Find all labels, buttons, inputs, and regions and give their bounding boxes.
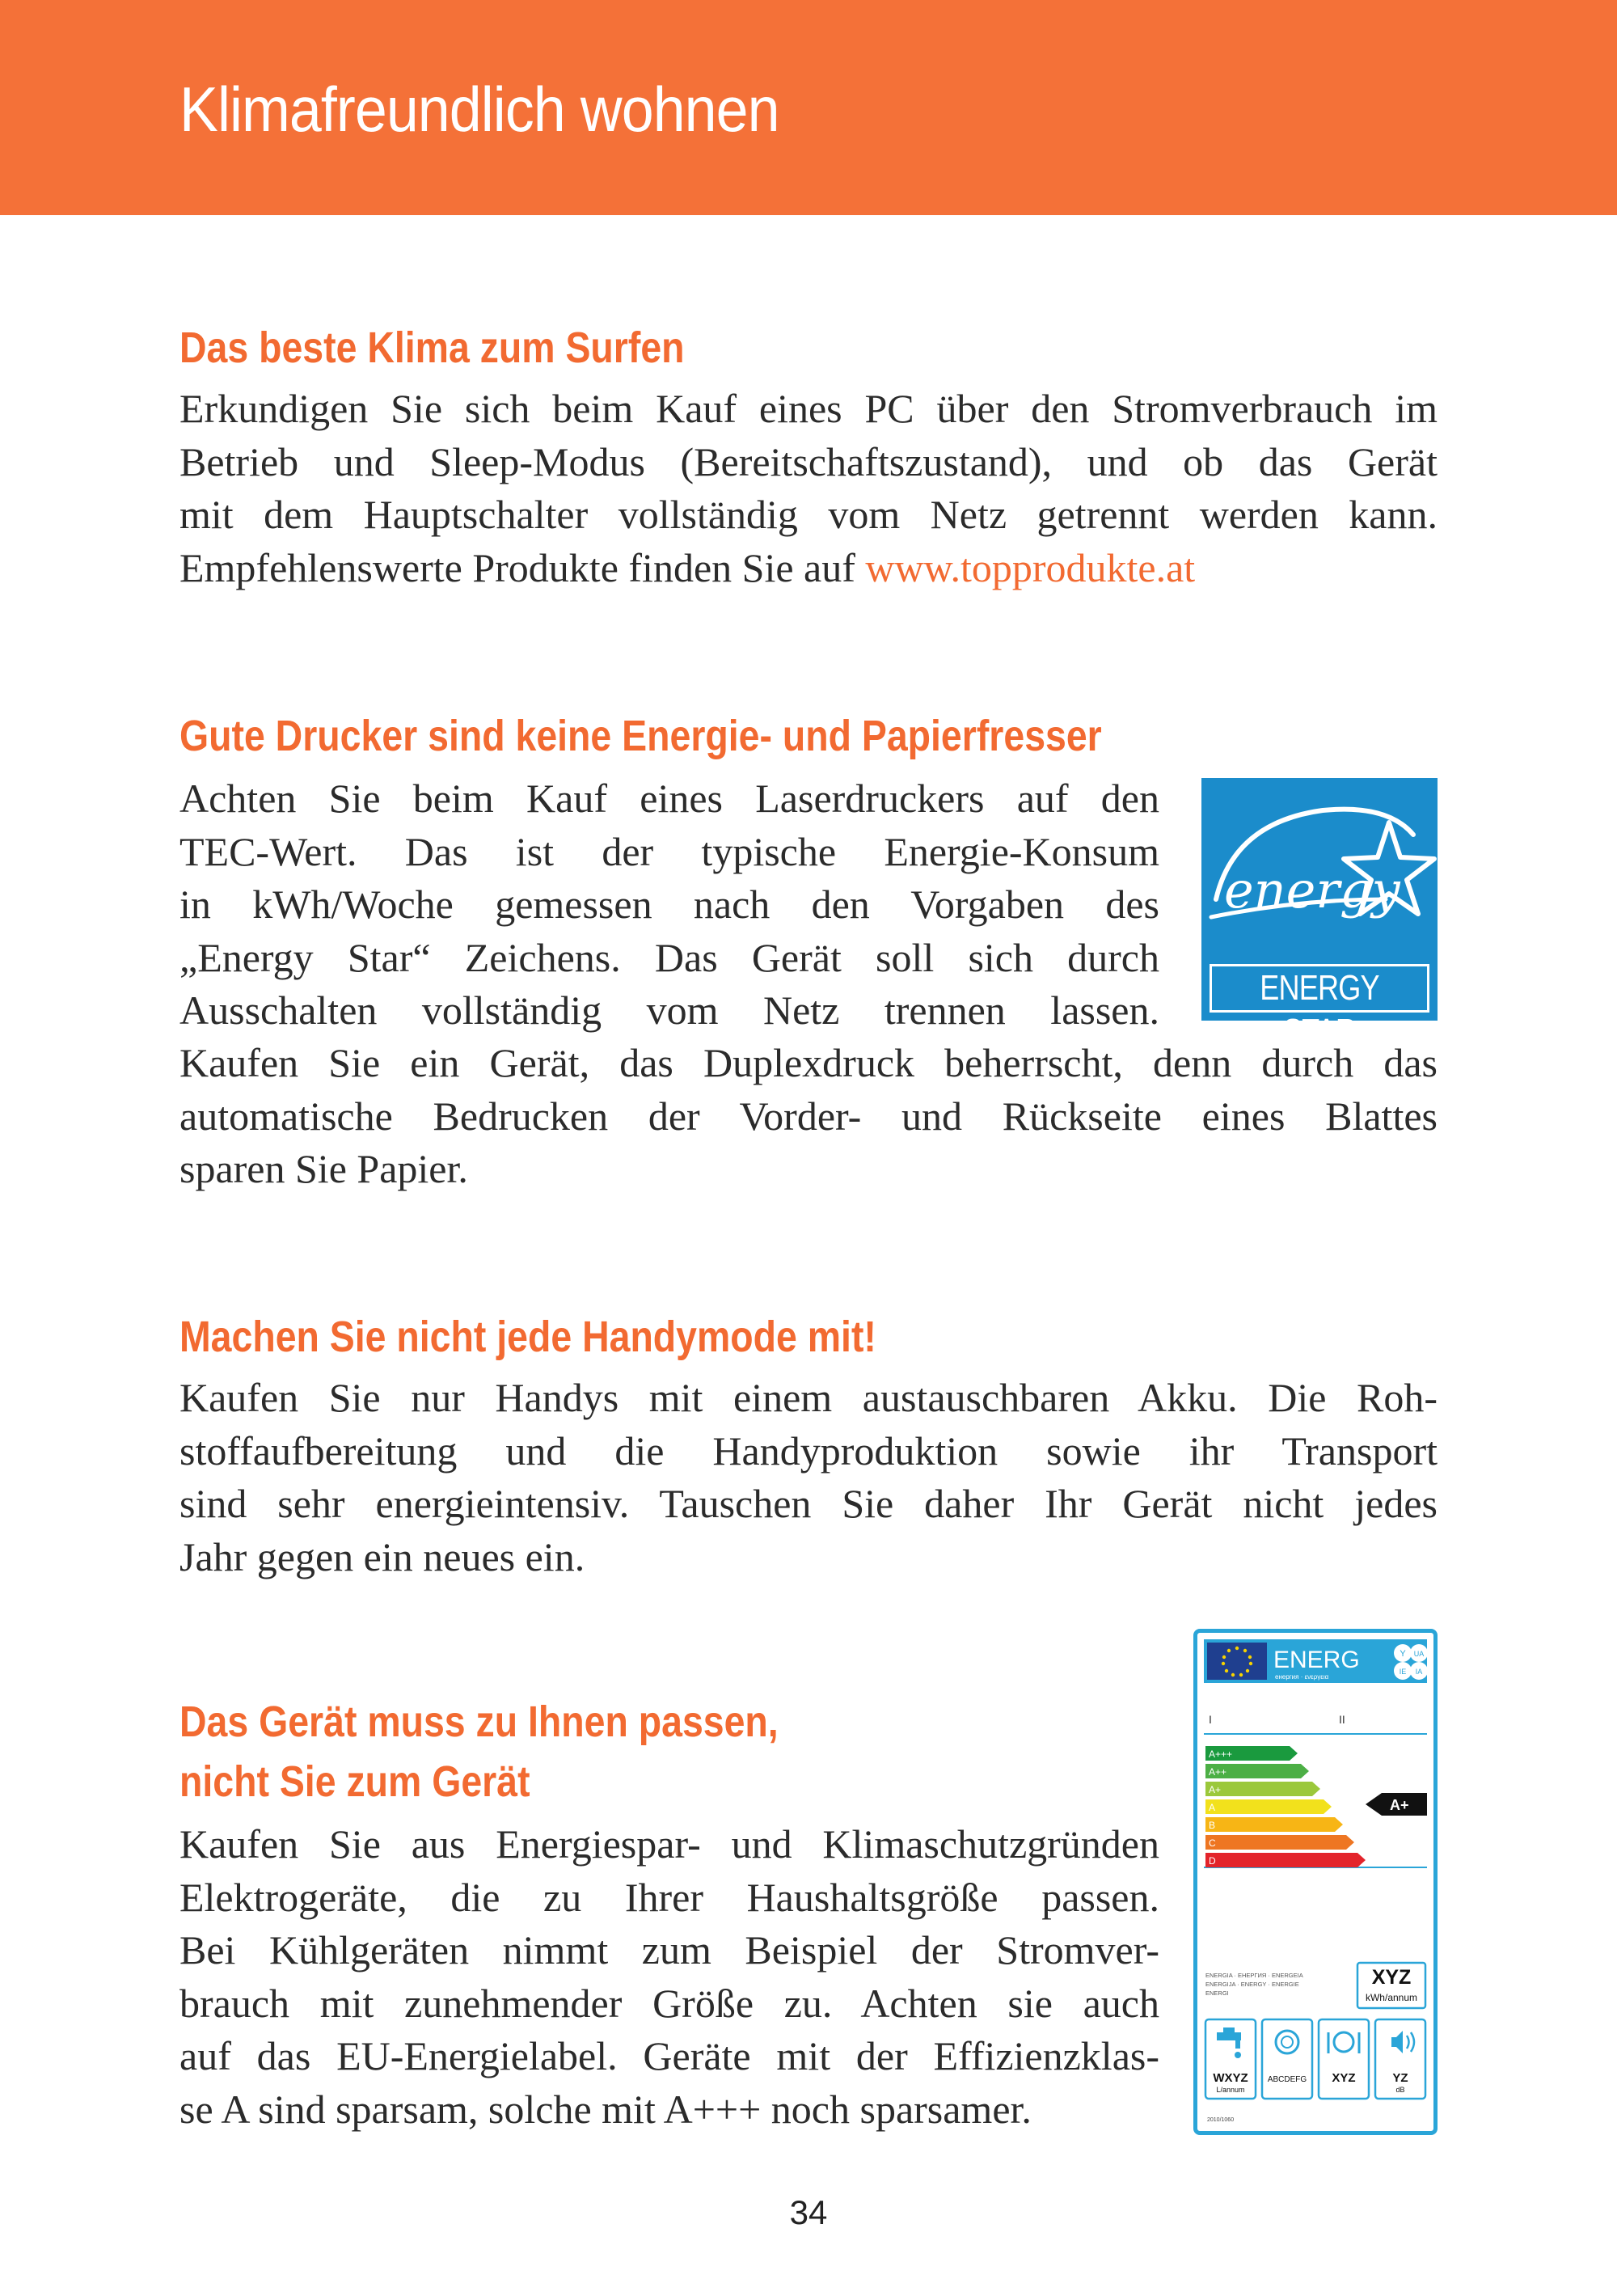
water-faucet-icon <box>1217 2027 1241 2058</box>
eu-label-small-text-2: ENERGIJA · ENERGY · ENERGIE <box>1205 1981 1299 1988</box>
eu-label-circle-2: UA <box>1413 1650 1425 1658</box>
eu-label-water-value: WXYZ <box>1213 2071 1248 2085</box>
page-title: Klimafreundlich wohnen <box>179 74 779 145</box>
text-line: Kaufen Sie aus Energiespar- und Klimaschutzgründen <box>179 1821 1159 1867</box>
text-line: Kaufen Sie ein Gerät, das Duplexdruck beherrscht, denn durch das <box>179 1040 1438 1085</box>
text-line: Erkundigen Sie sich beim Kauf eines PC über den Stromverbrauch im <box>179 386 1438 431</box>
eu-class-label: D <box>1209 1855 1216 1867</box>
eu-class-arrow <box>1205 1782 1320 1796</box>
section-heading-geraet-2: nicht Sie zum Gerät <box>179 1757 530 1806</box>
noise-speaker-icon <box>1391 2031 1414 2053</box>
energy-star-swoosh-icon <box>1201 778 1438 956</box>
text-line: Betrieb und Sleep-Modus (Bereitschaftszustand), und ob das Gerät <box>179 438 1438 484</box>
section-text-handymode <box>179 1372 1438 1584</box>
eu-label-noise-unit: dB <box>1395 2086 1405 2094</box>
eu-class-label: C <box>1209 1837 1216 1849</box>
eu-label-header-sub: енергия · ενεργεια <box>1275 1673 1329 1681</box>
eu-label-model-mark: II <box>1339 1713 1345 1726</box>
section-heading-drucker: Gute Drucker sind keine Energie- und Papierfresser <box>179 712 1102 760</box>
text-line: automatische Bedrucken der Vorder- und Rückseite eines Blattes <box>179 1093 1438 1139</box>
eu-label-circle-1: Y <box>1400 1649 1406 1659</box>
text-line: Jahr gegen ein neues ein. <box>179 1533 585 1579</box>
eu-class-label: A+++ <box>1209 1748 1233 1760</box>
text-line: auf das EU-Energielabel. Geräte mit der Effizienzklas- <box>179 2033 1159 2078</box>
eu-label-graphic <box>1197 1633 1433 2131</box>
eu-label-circle-3: IE <box>1399 1668 1407 1676</box>
page-number: 34 <box>789 2193 828 2231</box>
eu-class-label: A++ <box>1209 1766 1227 1778</box>
eu-label-noise-value: YZ <box>1392 2071 1408 2085</box>
plates-icon <box>1276 2031 1298 2053</box>
section-heading-surfen: Das beste Klima zum Surfen <box>179 323 685 372</box>
eu-label-cutlery-value: XYZ <box>1332 2071 1356 2085</box>
eu-class-label: A <box>1209 1802 1216 1813</box>
eu-label-dishes-value: ABCDEFG <box>1267 2075 1307 2084</box>
eu-label-supplier-mark: I <box>1209 1713 1212 1726</box>
text-line <box>179 542 1438 595</box>
eu-energy-label <box>1193 1629 1438 2135</box>
text-line: Elektrogeräte, die zu Ihrer Haushaltsgröße passen. <box>179 1874 1159 1920</box>
text-line: sparen Sie Papier. <box>179 1146 468 1191</box>
eu-label-rating: A+ <box>1390 1797 1409 1813</box>
text-line: Achten Sie beim Kauf eines Laserdruckers auf den <box>179 776 1159 821</box>
section-text-geraet <box>179 1818 1159 2136</box>
page-header <box>0 0 1617 215</box>
eu-label-water-unit: L/annum <box>1216 2086 1245 2094</box>
eu-label-small-text-3: ENERGI <box>1205 1989 1229 1997</box>
eu-label-consumption: XYZ <box>1371 1966 1412 1989</box>
energy-star-logo <box>1201 778 1438 1051</box>
text-line: stoffaufbereitung und die Handyproduktion sowie ihr Transport <box>179 1427 1438 1474</box>
text-line: Ausschalten vollständig vom Netz trennen lassen. <box>179 987 1159 1033</box>
eu-class-label: B <box>1209 1820 1216 1831</box>
cutlery-icon <box>1328 2032 1359 2053</box>
topprodukte-link[interactable]: www.topprodukte.at <box>865 544 1196 590</box>
eu-class-arrow <box>1205 1835 1354 1850</box>
text-line: sind sehr energieintensiv. Tauschen Sie daher Ihr Gerät nicht jedes <box>179 1481 1438 1526</box>
text-line: in kWh/Woche gemessen nach den Vorgaben des <box>179 882 1159 927</box>
text-line: Bei Kühlgeräten nimmt zum Beispiel der Stromver- <box>179 1927 1159 1973</box>
eu-label-footer: 2010/1060 <box>1207 2117 1235 2123</box>
text-line: se A sind sparsam, solche mit A+++ noch sparsamer. <box>179 2086 1032 2132</box>
eu-label-header: ENERG <box>1273 1647 1360 1673</box>
text-line: brauch mit zunehmender Größe zu. Achten sie auch <box>179 1980 1159 2026</box>
section-heading-handymode: Machen Sie nicht jede Handymode mit! <box>179 1313 876 1361</box>
energy-star-label-text: ENERGY STAR <box>1260 968 1379 1051</box>
text-line: mit dem Hauptschalter vollständig vom Netz getrennt werden kann. <box>179 492 1438 537</box>
section-text-surfen <box>179 383 1438 594</box>
text-line: „Energy Star“ Zeichens. Das Gerät soll sich durch <box>179 934 1159 980</box>
eu-label-small-text-1: ENERGIA · ЕНЕРГИЯ · ENERGEIA <box>1205 1972 1303 1979</box>
energy-script-text: energy <box>1224 860 1400 920</box>
text-line-prefix: Empfehlenswerte Produkte finden Sie auf <box>179 544 866 590</box>
eu-label-circle-4: IA <box>1415 1668 1423 1676</box>
section-heading-geraet-1: Das Gerät muss zu Ihnen passen, <box>179 1698 779 1746</box>
section-text-drucker-narrow <box>179 772 1159 1038</box>
text-line: TEC-Wert. Das ist der typische Energie-Konsum <box>179 828 1159 874</box>
section-text-drucker-wide <box>179 1037 1438 1196</box>
eu-label-consumption-unit: kWh/annum <box>1365 1992 1418 2003</box>
eu-class-arrow <box>1205 1853 1366 1867</box>
energy-star-label <box>1210 964 1429 1051</box>
eu-class-arrow <box>1205 1817 1343 1832</box>
eu-class-label: A+ <box>1209 1784 1222 1795</box>
eu-class-arrow <box>1205 1799 1332 1814</box>
text-line: Kaufen Sie nur Handys mit einem austauschbaren Akku. Die Roh- <box>179 1375 1438 1420</box>
